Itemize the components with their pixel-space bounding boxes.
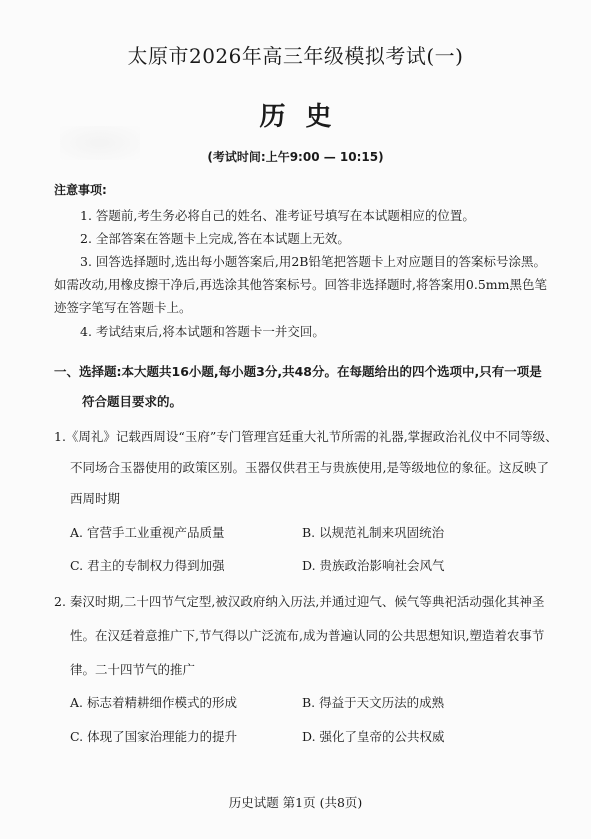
notice-item-3: 3. 回答选择题时,选出每小题答案后,用2B铅笔把答题卡上对应题目的答案标号涂黑。	[80, 254, 546, 269]
notice-item-3-cont: 如需改动,用橡皮擦干净后,再选涂其他答案标号。回答非选择题时,将答案用0.5mm黑色笔	[54, 277, 548, 292]
exam-time: (考试时间:上午9:00 — 10:15)	[207, 150, 384, 164]
exam-title: 太原市2026年高三年级模拟考试(一)	[127, 44, 464, 68]
question-2-option-a: A. 标志着精耕细作模式的形成	[70, 695, 237, 710]
notice-item-2: 2. 全部答案在答题卡上完成,答在本试题上无效。	[80, 231, 350, 246]
question-1-option-a: A. 官营手工业重视产品质量	[70, 525, 225, 540]
question-2-line1: 2. 秦汉时期,二十四节气定型,被汉政府纳入历法,并通过迎气、候气等典祀活动强化其神圣	[54, 594, 545, 609]
notice-item-4: 4. 考试结束后,将本试题和答题卡一并交回。	[80, 324, 325, 339]
question-2-line2: 性。在汉廷着意推广下,节气得以广泛流布,成为普遍认同的公共思想知识,塑造着农事节	[70, 628, 545, 643]
question-2-option-d: D. 强化了皇帝的公共权威	[302, 729, 445, 744]
question-2-line3: 律。二十四节气的推广	[70, 662, 196, 677]
question-1-option-d: D. 贵族政治影响社会风气	[302, 558, 445, 573]
question-2-option-b: B. 得益于天文历法的成熟	[302, 695, 445, 710]
subject-title: 历史	[259, 102, 352, 132]
question-1-option-c: C. 君主的专制权力得到加强	[70, 558, 225, 573]
question-1-line1: 1.《周礼》记载西周设“玉府”专门管理宫廷重大礼节所需的礼器,掌握政治礼仪中不同等级、	[54, 429, 558, 444]
notice-item-3-cont2: 迹签字笔写在答题卡上。	[54, 300, 192, 315]
question-2-option-c: C. 体现了国家治理能力的提升	[70, 729, 238, 744]
notice-item-1: 1. 答题前,考生务必将自己的姓名、准考证号填写在本试题相应的位置。	[80, 208, 475, 223]
question-1-line3: 西周时期	[70, 491, 121, 506]
question-1-line2: 不同场合玉器使用的政策区别。玉器仅供君王与贵族使用,是等级地位的象征。这反映了	[70, 460, 549, 475]
section-heading-line1: 一、选择题:本大题共16小题,每小题3分,共48分。在每题给出的四个选项中,只有一项是	[54, 364, 542, 379]
section-heading-line2: 符合题目要求的。	[82, 394, 183, 409]
notice-title: 注意事项:	[54, 183, 107, 197]
page-footer: 历史试题 第1页 (共8页)	[228, 795, 363, 810]
question-1-option-b: B. 以规范礼制来巩固统治	[302, 525, 445, 540]
